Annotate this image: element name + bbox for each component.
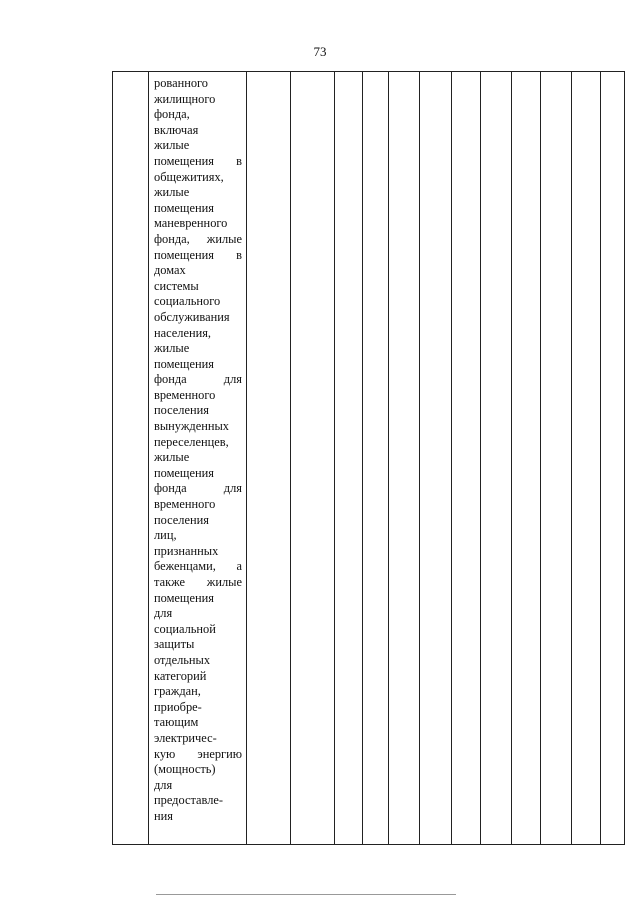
description-line: электричес- [154, 730, 217, 745]
description-line: предоставле- [154, 793, 224, 808]
table-cell-number [113, 72, 149, 845]
table-cell [512, 72, 541, 845]
description-line: граждан, [154, 684, 201, 699]
description-line: приобре- [154, 699, 202, 714]
description-line: фонда для [154, 481, 242, 496]
table-cell [335, 72, 363, 845]
table-cell [291, 72, 335, 845]
description-line: системы [154, 278, 199, 293]
page-number: 73 [313, 44, 327, 59]
description-line: для [154, 606, 173, 621]
description-line: поселения [154, 512, 209, 527]
table-cell [572, 72, 601, 845]
description-text [149, 72, 246, 825]
description-line: населения, [154, 325, 212, 340]
description-line: защиты [154, 637, 195, 652]
description-line: помещения [154, 200, 214, 215]
description-line: жилые [154, 185, 190, 200]
table-cell [363, 72, 389, 845]
description-line: жилые [154, 450, 190, 465]
description-line: отдельных [154, 652, 211, 667]
scan-edge-line [156, 894, 456, 895]
description-line: также жилые [154, 575, 242, 589]
description-line: тающим [154, 715, 199, 730]
description-line: жилищного [154, 91, 216, 106]
description-line: временного [154, 387, 216, 402]
table-cell [452, 72, 481, 845]
table-cell [389, 72, 420, 845]
description-line: фонда для [154, 372, 242, 387]
table-cell [541, 72, 572, 845]
description-line: поселения [154, 403, 209, 418]
description-line: помещения [154, 590, 214, 605]
table-cell-description [149, 72, 247, 845]
description-line: признанных [154, 543, 219, 558]
description-line: жилые [154, 138, 190, 153]
description-line: вынужденных [154, 419, 229, 434]
description-line: жилые [154, 341, 190, 356]
description-line: переселенцев, [154, 434, 229, 449]
table-cell [481, 72, 512, 845]
description-line: социальной [154, 621, 216, 636]
table-cell [420, 72, 452, 845]
description-line: помещения [154, 465, 214, 480]
description-line: рованного [154, 76, 209, 90]
description-line: домах [154, 263, 186, 278]
description-line: помещения в [154, 247, 242, 262]
description-line: включая [154, 122, 199, 137]
description-line: фонда, жилые [154, 231, 242, 246]
description-line: лиц, [154, 528, 177, 543]
description-line: помещения в [154, 153, 242, 168]
description-line: (мощность) [154, 762, 216, 777]
table-cell [247, 72, 291, 845]
table-row [113, 72, 625, 845]
description-line: беженцами, а [154, 559, 242, 574]
description-line: обслуживания [154, 309, 230, 324]
description-line: социального [154, 294, 221, 309]
description-line: ния [154, 808, 173, 823]
description-line: кую энергию [154, 746, 242, 761]
tariff-table [112, 71, 625, 845]
description-line: временного [154, 497, 216, 512]
description-line: помещения [154, 356, 214, 371]
description-line: общежитиях, [154, 169, 224, 184]
table-cell [601, 72, 625, 845]
description-line: категорий [154, 668, 207, 683]
description-line: для [154, 777, 173, 792]
description-line: маневренного [154, 216, 228, 231]
description-line: фонда, [154, 107, 190, 122]
